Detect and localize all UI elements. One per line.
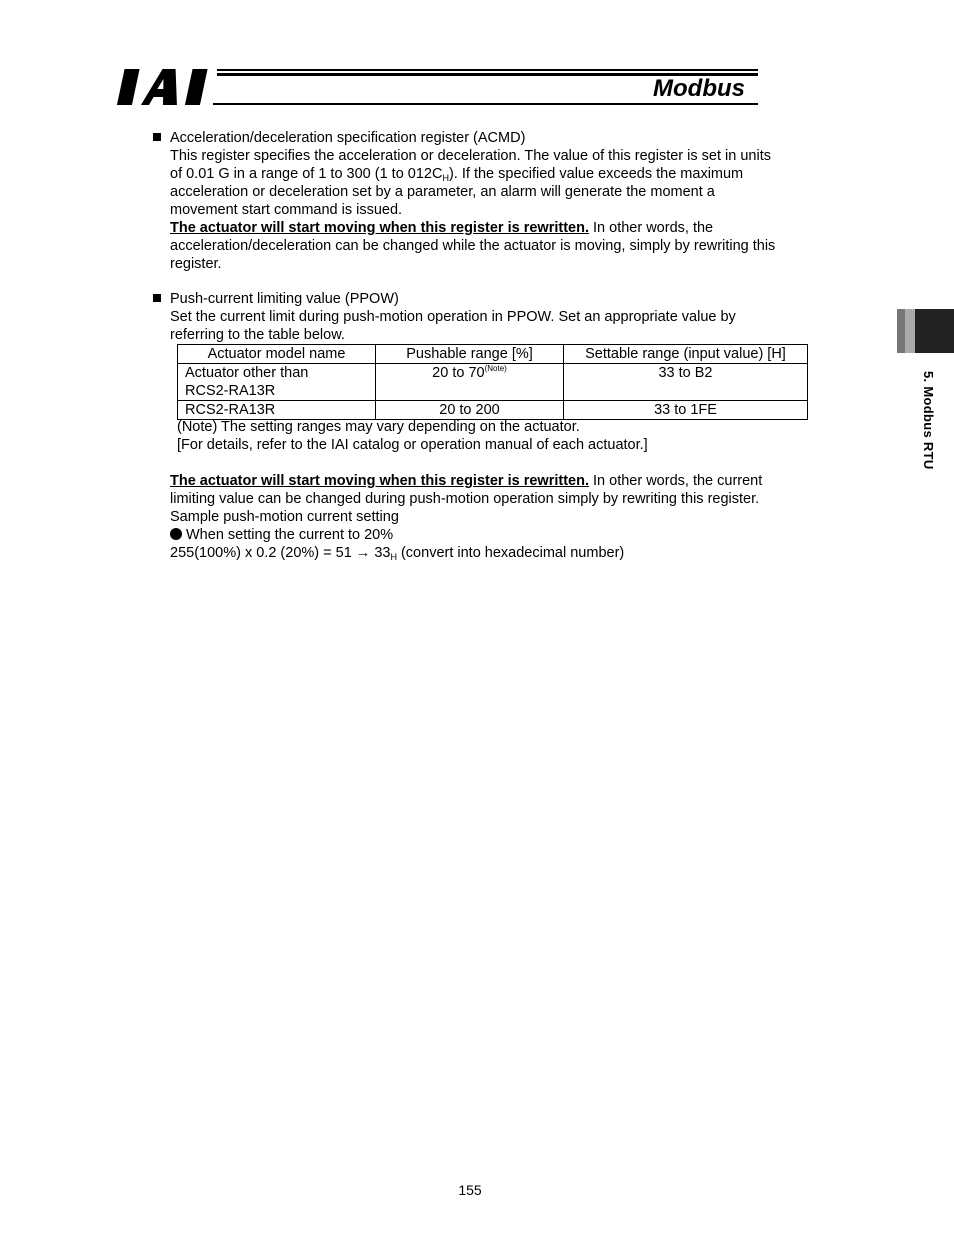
- ppow-line: referring to the table below.: [170, 327, 345, 343]
- ppow-case: When setting the current to 20%: [170, 526, 820, 544]
- table-notes: [177, 418, 797, 454]
- table-row: [178, 364, 808, 401]
- table-cell-push: 20 to $70^{(Note)}$: [376, 364, 564, 401]
- table-cell-set: 33 to 1FE: [564, 401, 808, 420]
- ppow-warning-line: The actuator will start moving when this register is rewritten. In other words, the current: [170, 473, 763, 489]
- table-note: (Note) The setting ranges may vary depending on the actuator.: [177, 419, 580, 435]
- ppow-warning: The actuator will start moving when this register is rewritten.: [170, 473, 589, 489]
- chapter-tab-label: 5. Modbus RTU: [921, 371, 936, 470]
- ppow-details: [170, 472, 820, 562]
- table-cell-model: RCS2-RA13R: [178, 401, 376, 420]
- filled-circle-bullet-icon: [170, 528, 182, 540]
- ppow-sample-title: Sample push-motion current setting: [170, 509, 399, 525]
- square-bullet-icon: [153, 294, 161, 302]
- header-rule-bottom: [213, 103, 758, 105]
- acmd-heading: Acceleration/deceleration specification register (ACMD): [152, 129, 825, 147]
- ppow-line: Set the current limit during push-motion operation in PPOW. Set an appropriate value by: [170, 309, 736, 325]
- acmd-line: acceleration/deceleration can be changed while the actuator is moving, simply by rewriting this: [170, 238, 776, 254]
- acmd-body: [170, 147, 825, 273]
- acmd-line: of 0.01 G in a range of 1 to 300 (1 to $012C_H$). If the specified value exceeds the maximum: [170, 166, 744, 183]
- note-marker: (Note): [484, 364, 507, 373]
- page-number: 155: [458, 1182, 482, 1198]
- acmd-line: acceleration or deceleration set by a parameter, an alarm will generate the moment a: [170, 184, 715, 200]
- acmd-warning: The actuator will start moving when this register is rewritten.: [170, 220, 589, 236]
- acmd-line: register.: [170, 256, 222, 272]
- ppow-formula: 255(100%) x 0.2 $(20\%) = 51 \to 33_H$ (convert into hexadecimal number): [170, 545, 625, 562]
- square-bullet-icon: [153, 133, 161, 141]
- ppow-heading: Push-current limiting value (PPOW): [152, 290, 825, 308]
- acmd-line: movement start command is issued.: [170, 202, 403, 218]
- table-cell-set: 33 to B2: [564, 364, 808, 401]
- ppow-line: limiting value can be changed during push-motion operation simply by rewriting this register.: [170, 491, 760, 507]
- table-note: [For details, refer to the IAI catalog or operation manual of each actuator.]: [177, 437, 648, 453]
- table-header-row: [178, 345, 808, 364]
- table-cell-push: 20 to 200: [376, 401, 564, 420]
- ppow-intro: [170, 308, 825, 344]
- table-header-cell: Settable range (input value) [H]: [564, 345, 808, 364]
- iai-logo: [113, 67, 213, 107]
- table-row: [178, 401, 808, 420]
- header-title: Modbus: [653, 75, 745, 102]
- header-rule-thin: [217, 69, 758, 71]
- table-cell-model: Actuator other than RCS2-RA13R: [178, 364, 376, 401]
- chapter-tab: [897, 309, 954, 353]
- setting-range-table: [177, 344, 808, 420]
- acmd-line: This register specifies the acceleration or deceleration. The value of this register is set in units: [170, 148, 771, 164]
- table-header-cell: Pushable range [%]: [376, 345, 564, 364]
- ppow-section: [152, 290, 825, 344]
- acmd-section: [152, 129, 825, 273]
- acmd-warning-line: The actuator will start moving when this register is rewritten. In other words, the: [170, 220, 714, 236]
- table-header-cell: Actuator model name: [178, 345, 376, 364]
